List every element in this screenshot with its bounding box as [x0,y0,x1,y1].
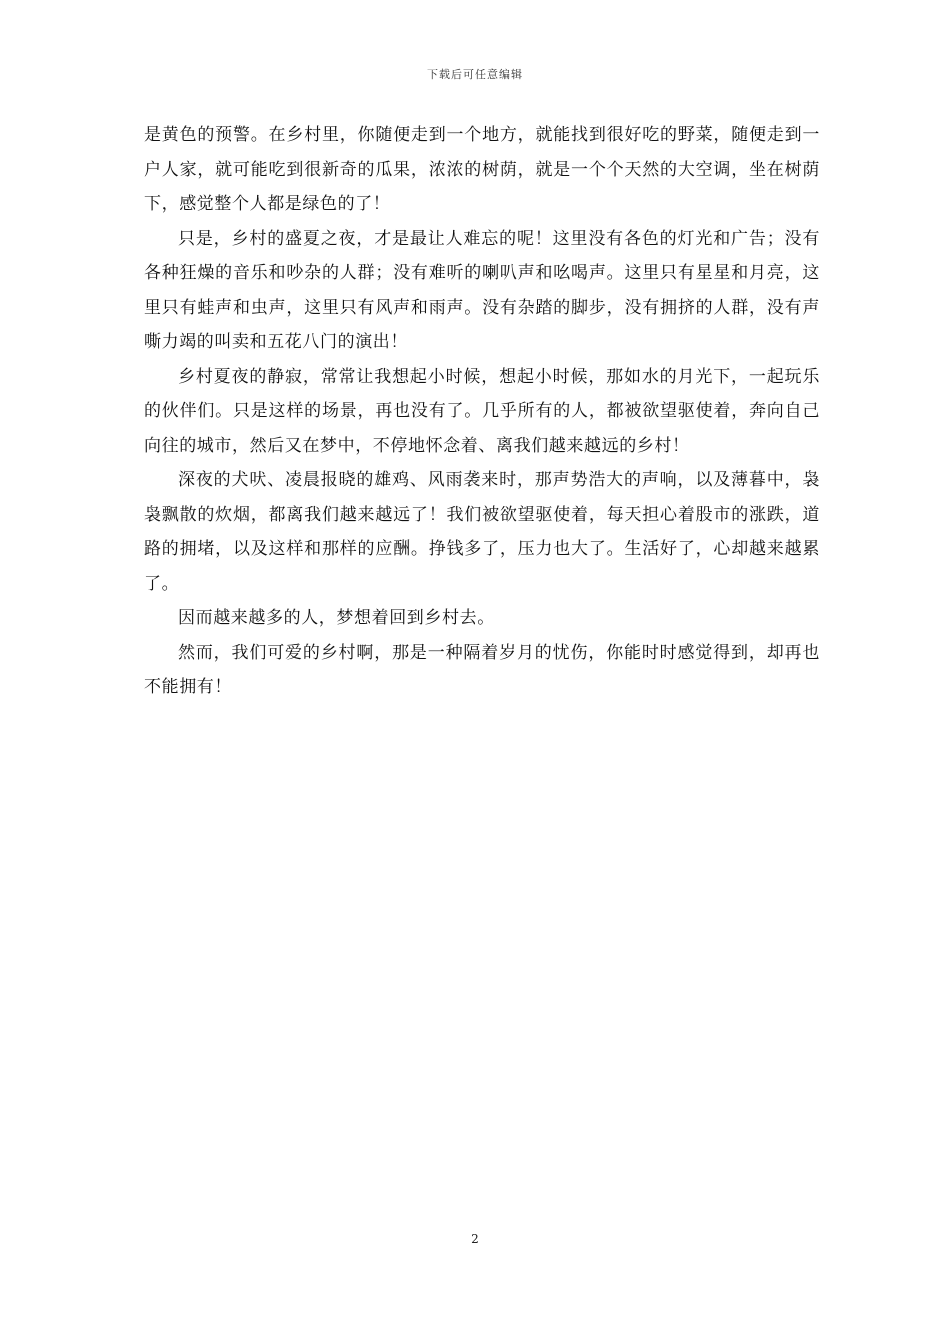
paragraph-4: 深夜的犬吠、凌晨报晓的雄鸡、风雨袭来时，那声势浩大的声响，以及薄暮中，袅袅飘散的炊烟，都离我们越来越远了！我们被欲望驱使着，每天担心着股市的涨跌，道路的拥堵，以及这样和那样的应酬。挣钱多了，压力也大了。生活好了，心却越来越累了。 [144,470,820,594]
page-header: 下载后可任意编辑 [427,68,523,81]
paragraph-1: 是黄色的预警。在乡村里，你随便走到一个地方，就能找到很好吃的野菜，随便走到一户人家，就可能吃到很新奇的瓜果，浓浓的树荫，就是一个个天然的大空调，坐在树荫下，感觉整个人都是绿色的了！ [144,125,820,214]
paragraph-5: 因而越来越多的人，梦想着回到乡村去。 [178,608,495,628]
page-number: 2 [471,1232,479,1246]
paragraph-2: 只是，乡村的盛夏之夜，才是最让人难忘的呢！这里没有各色的灯光和广告；没有各种狂燥的音乐和吵杂的人群；没有难听的喇叭声和吆喝声。这里只有星星和月亮，这里只有蛙声和虫声，这里只有风声和雨声。没有杂踏的脚步，没有拥挤的人群，没有声嘶力竭的叫卖和五花八门的演出！ [144,228,820,352]
paragraph-6: 然而，我们可爱的乡村啊，那是一种隔着岁月的忧伤，你能时时感觉得到，却再也不能拥有！ [144,642,820,697]
paragraph-3: 乡村夏夜的静寂，常常让我想起小时候，想起小时候，那如水的月光下，一起玩乐的伙伴们。只是这样的场景，再也没有了。几乎所有的人，都被欲望驱使着，奔向自己向往的城市，然后又在梦中，不停地怀念着、离我们越来越远的乡村！ [144,366,820,456]
document-body [144,118,820,705]
